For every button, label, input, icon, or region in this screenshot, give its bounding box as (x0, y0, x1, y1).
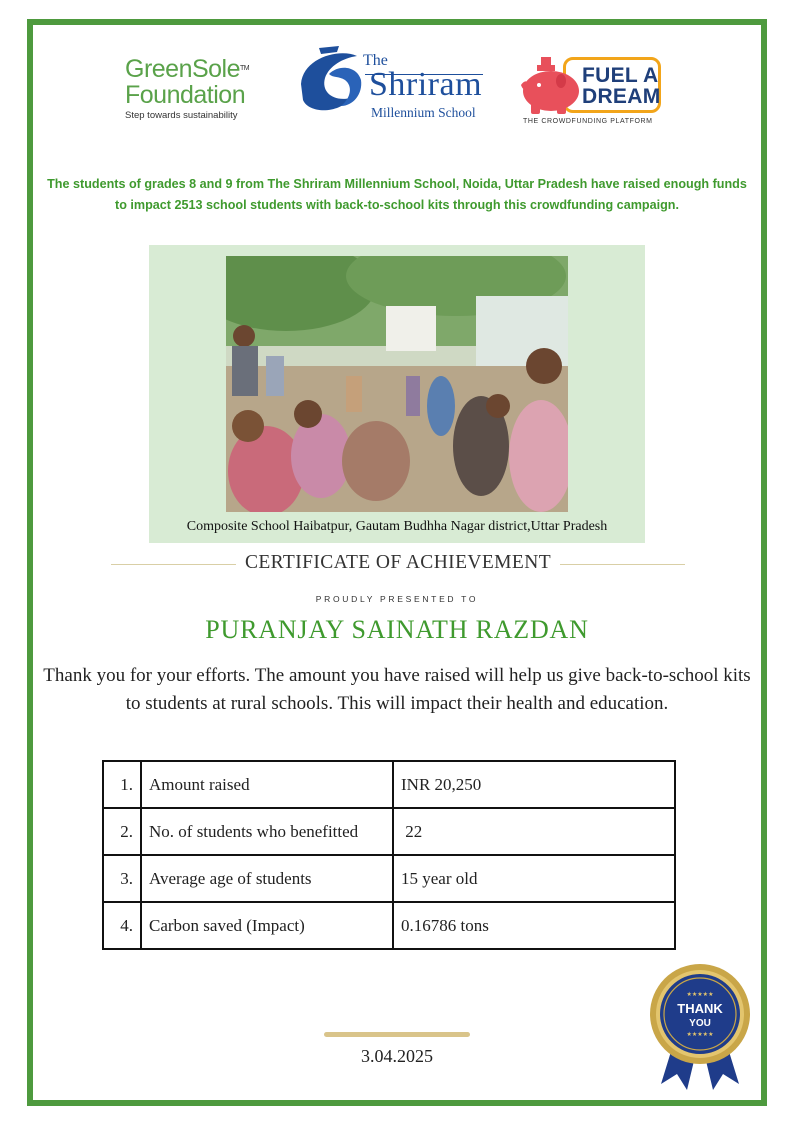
greensole-logo-tm: TM (240, 65, 250, 72)
row-number: 1. (103, 761, 141, 808)
row-value: INR 20,250 (393, 761, 675, 808)
row-label: No. of students who benefitted (141, 808, 393, 855)
row-number: 3. (103, 855, 141, 902)
seal-stars-bottom: ★★★★★ (686, 1031, 714, 1038)
shriram-school-logo (299, 44, 485, 122)
issue-date: 3.04.2025 (361, 1046, 433, 1066)
students-photo (226, 256, 568, 512)
shri-emblem-icon (299, 44, 367, 120)
fuel-a-dream-line2: DREAM (582, 85, 661, 108)
thank-you-message: Thank you for your efforts. The amount you have raised will help us give back-to-school kits to students at rural schools. This will impact their health and education. (43, 665, 751, 714)
thank-you-seal-icon (647, 962, 753, 1090)
fuel-a-dream-caption: THE CROWDFUNDING PLATFORM (523, 118, 653, 125)
certificate-title-row (111, 552, 685, 578)
row-value: 22 (393, 808, 675, 855)
impact-table (102, 760, 676, 950)
certificate-title: CERTIFICATE OF ACHIEVEMENT (244, 552, 552, 573)
photo-panel (149, 245, 645, 543)
table-row (103, 761, 675, 808)
row-label: Amount raised (141, 761, 393, 808)
row-value: 15 year old (393, 855, 675, 902)
greensole-logo-line1: GreenSole (125, 55, 241, 83)
table-row (103, 902, 675, 949)
shriram-the: The (363, 52, 388, 69)
fuel-a-dream-line1: FUEL A (582, 64, 659, 87)
row-value: 0.16786 tons (393, 902, 675, 949)
seal-line1: THANK (677, 1001, 723, 1016)
table-row (103, 808, 675, 855)
greensole-logo (125, 56, 275, 122)
table-row (103, 855, 675, 902)
row-number: 2. (103, 808, 141, 855)
row-label: Average age of students (141, 855, 393, 902)
shriram-name: Shriram (369, 66, 483, 103)
row-number: 4. (103, 902, 141, 949)
row-label: Carbon saved (Impact) (141, 902, 393, 949)
intro-statement: The students of grades 8 and 9 from The Shriram Millennium School, Noida, Uttar Pradesh have raised enough funds to impact 2513 school students with back-to-school kits through this crowdfunding campaign. (47, 177, 747, 212)
recipient-name: PURANJAY SAINATH RAZDAN (205, 615, 589, 644)
piggy-bank-icon (517, 55, 583, 115)
shriram-subtitle: Millennium School (371, 105, 476, 120)
seal-line2: YOU (689, 1018, 711, 1029)
seal-stars-top: ★★★★★ (686, 991, 714, 998)
presented-to-label: PROUDLY PRESENTED TO (315, 594, 479, 604)
greensole-logo-line2: Foundation (125, 81, 246, 109)
greensole-tagline: Step towards sustainability (125, 110, 238, 121)
fuel-a-dream-logo (515, 55, 670, 133)
photo-caption: Composite School Haibatpur, Gautam Budhha Nagar district,Uttar Pradesh (186, 519, 608, 534)
date-divider (324, 1032, 470, 1037)
